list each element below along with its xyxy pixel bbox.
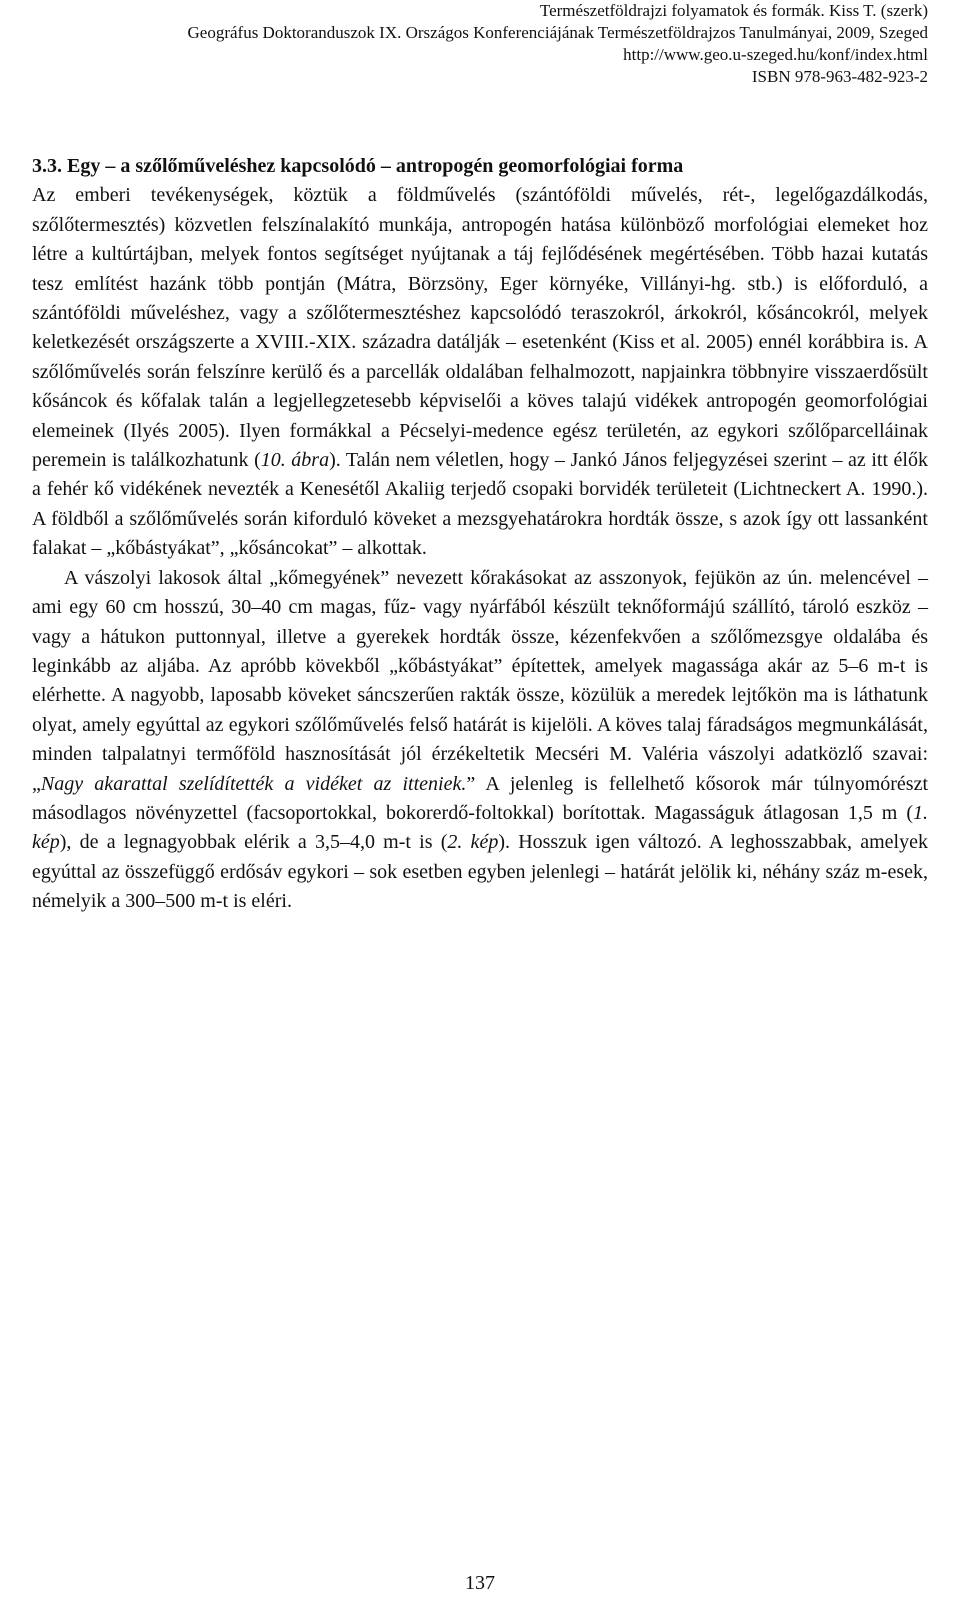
paragraph-2-text: A vászolyi lakosok által „kőmegyének” nevezett kőrakásokat az asszonyok, fejükön az ún. melencével – ami egy 60 cm hosszú, 30–40 cm magas, fűz- vagy nyárfából készült teknőformájú szállító, tároló eszköz – vagy a hátukon puttonnyal, illetve a gyerekek hordták össze, kézenfekvően a szőlőmezsgye oldalába és leginkább az aljába. Az apróbb kövekből „kőbástyákat” építettek, amelyek magassága akár az 5–6 m-t is elérhette. A nagyobb, laposabb köveket sáncszerűen rakták össze, közülük a meredek lejtőkön ma is láthatunk olyat, amely egyúttal az egykori szőlőművelés felső határát is kijelöli. A köves talaj fáradságos megmunkálását, minden talpalatnyi termőföld hasznosítását jól érzékeltetik Mecséri M. Valéria vászolyi adatközlő szavai: „ (32, 566, 928, 795)
paragraph-2 (32, 564, 928, 917)
paragraph-2-text-end: ). Hosszuk igen változó. A leghosszabbak, amelyek egyúttal az összefüggő erdősáv egykori – sok esetben egyben jelenlegi – határát jelölik ki, néhány száz m-esek, némelyik a 300–500 m-t is eléri. (32, 831, 928, 913)
figure-reference: 10. ábra (260, 449, 330, 472)
paragraph-2-text-mid: ” A jelenleg is fellelhető kősorok már túlnyomórészt másodlagos növényzettel (facsoportokkal, bokorerdő-foltokkal) borítottak. Magasságuk átlagosan 1,5 m ( (32, 772, 928, 824)
main-content (32, 152, 928, 917)
paragraph-2-text-mid2: ), de a legnagyobbak elérik a 3,5–4,0 m-t is ( (59, 831, 448, 854)
quote-text: Nagy akarattal szelídítették a vidéket az itteniek. (40, 772, 467, 795)
header-conference: Geográfus Doktoranduszok IX. Országos Konferenciájának Természetföldrajzos Tanulmányai, 2009, Szeged (187, 23, 928, 42)
header-book-title: Természetföldrajzi folyamatok és formák. Kiss T. (szerk) (539, 1, 928, 20)
paragraph-1-text: Az emberi tevékenységek, köztük a földművelés (szántóföldi művelés, rét-, legelőgazdálkodás, szőlőtermesztés) közvetlen felszínalakító munkája, antropogén hatása különböző morfológiai elemeket hoz létre a kultúrtájban, melyek fontos segítséget nyújtanak a táj fejlődésének megértésében. Több hazai kutatás tesz említést hazánk több pontján (Mátra, Börzsöny, Eger környéke, Villányi-hg. stb.) is előforduló, a szántóföldi műveléshez, vagy a szőlőtermesztéshez kapcsolódó teraszokról, árkokról, kősáncokról, melyek keletkezését országszerte a XVIII.-XIX. századra datálják – esetenként (Kiss et al. 2005) ennél korábbira is. A szőlőművelés során felszínre kerülő és a parcellák oldalában felhalmozott, napjainkra többnyire visszaerdősült kősáncok és kőfalak talán a legjellegzetesebb képviselői a köves talajú vidékek antropogén geomorfológiai elemeinek (Ilyés 2005). Ilyen formákkal a Pécselyi-medence egész területén, az egykori szőlőparcelláinak peremein is találkozhatunk ( (32, 184, 928, 472)
page-header (28, 0, 928, 88)
header-isbn: ISBN 978-963-482-923-2 (751, 67, 928, 86)
section-title: 3.3. Egy – a szőlőműveléshez kapcsolódó – antropogén geomorfológiai forma (32, 155, 684, 177)
paragraph-1-text-cont: ). Talán nem véletlen, hogy – Jankó János feljegyzései szerint – az itt élők a fehér kő vidékének nevezték a Kenesétől Akaliig terjedő csopaki borvidék területeit (Lichtneckert A. 1990.). A földből a szőlőművelés során kiforduló köveket a mezsgyehatárokra hordták össze, s azok így ott lassanként falakat – „kőbástyákat”, „kősáncokat” – alkottak. (32, 449, 928, 560)
page-number: 137 (465, 1572, 495, 1594)
image-reference-2: 2. kép (447, 831, 499, 854)
paragraph-1 (32, 181, 928, 563)
image-reference-1: 1. kép (32, 801, 928, 854)
header-url[interactable]: http://www.geo.u-szeged.hu/konf/index.html (623, 45, 928, 64)
